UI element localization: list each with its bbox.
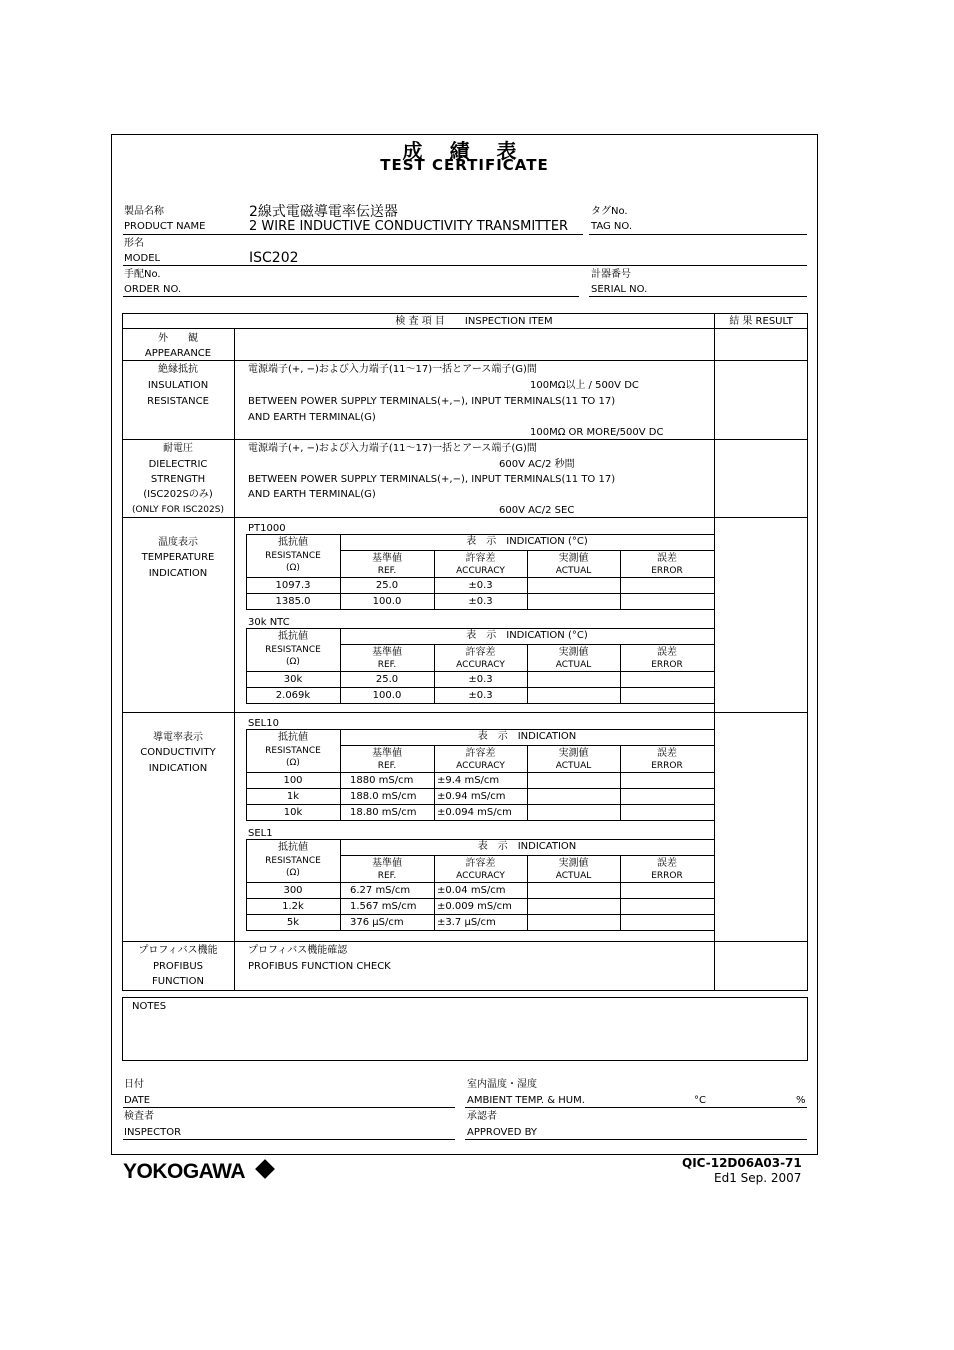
table-row-accuracy: ±0.04 mS/cm — [437, 885, 506, 896]
resistance-label-en: RESISTANCE — [265, 551, 321, 561]
temperature-label-jp: 温度表示 — [158, 537, 198, 548]
indication-label: 表 示 INDICATION — [477, 731, 577, 742]
dielectric-line2: 600V AC/2 秒間 — [499, 459, 575, 470]
tag-underline — [589, 234, 807, 235]
inspector-underline — [123, 1139, 455, 1140]
err-label-en: ERROR — [651, 660, 683, 670]
dielectric-label-jp: 耐電圧 — [163, 443, 193, 454]
profibus-label-en1: PROFIBUS — [152, 961, 204, 972]
ref-label-en: REF. — [377, 566, 397, 576]
acc-label-jp: 許容差 — [465, 647, 496, 658]
table-row-accuracy: ±0.3 — [468, 596, 493, 607]
insulation-line1: 電源端子(+, −)および入力端子(11〜17)一括とアース端子(G)間 — [248, 364, 537, 375]
err-label-jp: 誤差 — [657, 858, 677, 869]
dielectric-label-en1: DIELECTRIC — [148, 459, 208, 470]
profibus-label-en2: FUNCTION — [152, 976, 204, 987]
approved-label-jp: 承認者 — [467, 1111, 497, 1122]
act-label-jp: 実測値 — [558, 858, 589, 869]
temp-unit: °C — [694, 1095, 706, 1106]
act-label-jp: 実測値 — [558, 748, 589, 759]
row-line — [246, 914, 714, 915]
err-label-jp: 誤差 — [657, 647, 677, 658]
table-row-ref: 100.0 — [372, 596, 402, 607]
temperature-1-name: 30k NTC — [248, 617, 290, 628]
row-line — [246, 593, 714, 594]
table-row-accuracy: ±0.94 mS/cm — [437, 791, 506, 802]
dielectric-line5: 600V AC/2 SEC — [499, 505, 575, 516]
row-separator — [122, 712, 808, 713]
table-row-accuracy: ±9.4 mS/cm — [437, 775, 500, 786]
act-label-en: ACTUAL — [555, 871, 592, 881]
product-name-label-en: PRODUCT NAME — [124, 221, 206, 232]
header-split — [340, 644, 714, 645]
insulation-line2: 100MΩ以上 / 500V DC — [530, 380, 639, 391]
acc-label-en: ACCURACY — [456, 660, 505, 670]
model-value: ISC202 — [249, 250, 299, 266]
result-header: 結 果 RESULT — [729, 316, 793, 327]
table-row-resistance: 100 — [283, 775, 303, 786]
conductivity-0-name: SEL10 — [248, 718, 279, 729]
date-underline — [123, 1107, 455, 1108]
table-row-ref: 376 μS/cm — [350, 917, 404, 928]
table-row-resistance: 300 — [283, 885, 303, 896]
tag-label-en: TAG NO. — [591, 221, 633, 232]
dielectric-label-en3: (ISC202Sのみ) — [143, 489, 213, 500]
header-split — [340, 745, 714, 746]
table-row-ref: 188.0 mS/cm — [350, 791, 417, 802]
model-underline — [123, 265, 807, 266]
row-separator — [122, 439, 808, 440]
serial-label-jp: 計器番号 — [591, 269, 631, 280]
table-header-line — [122, 328, 808, 329]
indication-label: 表 示 INDICATION — [477, 841, 577, 852]
conductivity-label-en1: CONDUCTIVITY — [140, 747, 216, 758]
ambient-underline — [465, 1107, 807, 1108]
temperature-label-en2: INDICATION — [148, 568, 208, 579]
act-label-jp: 実測値 — [558, 553, 589, 564]
resistance-unit: (Ω) — [286, 657, 300, 667]
err-label-en: ERROR — [651, 566, 683, 576]
table-row-resistance: 2.069k — [275, 690, 311, 701]
notes-label: NOTES — [132, 1001, 167, 1012]
resistance-unit: (Ω) — [286, 868, 300, 878]
table-row-ref: 25.0 — [375, 674, 399, 685]
resistance-label-jp: 抵抗値 — [278, 732, 308, 743]
err-label-jp: 誤差 — [657, 553, 677, 564]
product-value-en: 2 WIRE INDUCTIVE CONDUCTIVITY TRANSMITTER — [249, 219, 569, 234]
err-label-en: ERROR — [651, 761, 683, 771]
table-row-accuracy: ±0.009 mS/cm — [437, 901, 512, 912]
resistance-label-jp: 抵抗値 — [278, 537, 308, 548]
ref-label-jp: 基準値 — [372, 647, 402, 658]
dielectric-line3: BETWEEN POWER SUPPLY TERMINALS(+,−), INPUT TERMINALS(11 TO 17) — [248, 474, 616, 485]
insulation-label-en1: INSULATION — [147, 380, 209, 391]
yokogawa-logo: YOKOGAWA — [123, 1160, 246, 1183]
table-row-resistance: 1385.0 — [275, 596, 311, 607]
ref-label-en: REF. — [377, 660, 397, 670]
insulation-label-jp: 絶縁抵抗 — [158, 364, 198, 375]
dielectric-label-en4: (ONLY FOR ISC202S) — [132, 505, 224, 515]
insulation-label-en2: RESISTANCE — [147, 396, 209, 407]
ref-label-jp: 基準値 — [372, 553, 402, 564]
conductivity-1-name: SEL1 — [248, 828, 273, 839]
profibus-line2: PROFIBUS FUNCTION CHECK — [248, 961, 391, 972]
row-separator — [122, 941, 808, 942]
ref-label-jp: 基準値 — [372, 858, 402, 869]
table-row-resistance: 5k — [286, 917, 300, 928]
table-row-ref: 6.27 mS/cm — [350, 885, 411, 896]
acc-label-jp: 許容差 — [465, 748, 496, 759]
ambient-label-jp: 室内温度・湿度 — [467, 1079, 537, 1090]
header-split — [340, 550, 714, 551]
dielectric-line4: AND EARTH TERMINAL(G) — [248, 489, 376, 500]
humidity-unit: % — [796, 1095, 806, 1106]
header-split — [340, 855, 714, 856]
resistance-label-jp: 抵抗値 — [278, 842, 308, 853]
act-label-jp: 実測値 — [558, 647, 589, 658]
acc-label-jp: 許容差 — [465, 858, 496, 869]
resistance-label-en: RESISTANCE — [265, 746, 321, 756]
date-label-en: DATE — [124, 1095, 151, 1106]
notes-box — [122, 997, 808, 1061]
appearance-label-jp: 外 観 — [158, 333, 198, 344]
serial-label-en: SERIAL NO. — [591, 284, 648, 295]
insulation-line3: BETWEEN POWER SUPPLY TERMINALS(+,−), INPUT TERMINALS(11 TO 17) — [248, 396, 616, 407]
diamond-icon — [255, 1159, 275, 1179]
product-name-label-jp: 製品名称 — [124, 206, 164, 217]
resistance-label-jp: 抵抗値 — [278, 631, 308, 642]
table-row-resistance: 1097.3 — [275, 580, 311, 591]
conductivity-label-en2: INDICATION — [148, 763, 208, 774]
table-row-accuracy: ±0.3 — [468, 674, 493, 685]
resistance-unit: (Ω) — [286, 758, 300, 768]
ref-label-en: REF. — [377, 761, 397, 771]
model-label-jp: 形名 — [124, 238, 144, 249]
row-separator — [122, 517, 808, 518]
act-label-en: ACTUAL — [555, 761, 592, 771]
tag-label-jp: タグNo. — [591, 206, 628, 217]
doc-number: QIC-12D06A03-71 — [682, 1156, 802, 1170]
approved-underline — [465, 1139, 807, 1140]
title-english: TEST CERTIFICATE — [380, 156, 549, 174]
profibus-label-jp: プロフィバス機能 — [138, 945, 218, 956]
dielectric-line1: 電源端子(+, −)および入力端子(11〜17)一括とアース端子(G)間 — [248, 443, 537, 454]
order-label-jp: 手配No. — [124, 269, 161, 280]
act-label-en: ACTUAL — [555, 566, 592, 576]
row-line — [246, 687, 714, 688]
acc-label-en: ACCURACY — [456, 871, 505, 881]
table-row-ref: 100.0 — [372, 690, 402, 701]
ref-label-en: REF. — [377, 871, 397, 881]
model-label-en: MODEL — [124, 253, 161, 264]
product-name-underline — [123, 234, 583, 235]
title-japanese: 成 績 表 — [402, 139, 527, 163]
err-label-en: ERROR — [651, 871, 683, 881]
conductivity-label-jp: 導電率表示 — [153, 732, 203, 743]
ambient-label-en: AMBIENT TEMP. & HUM. — [467, 1095, 585, 1106]
resistance-label-en: RESISTANCE — [265, 645, 321, 655]
serial-underline — [589, 296, 807, 297]
acc-label-en: ACCURACY — [456, 566, 505, 576]
row-line — [246, 898, 714, 899]
appearance-label-en: APPEARANCE — [144, 348, 212, 359]
table-row-resistance: 30k — [283, 674, 303, 685]
resistance-unit: (Ω) — [286, 563, 300, 573]
table-row-ref: 1880 mS/cm — [350, 775, 414, 786]
row-line — [246, 804, 714, 805]
table-row-resistance: 1.2k — [282, 901, 304, 912]
inspection-item-header: 検 査 項 目 INSPECTION ITEM — [395, 316, 553, 327]
table-row-accuracy: ±0.094 mS/cm — [437, 807, 512, 818]
table-row-resistance: 1k — [286, 791, 300, 802]
inspector-label-jp: 検査者 — [124, 1111, 154, 1122]
order-underline — [123, 296, 579, 297]
date-label-jp: 日付 — [124, 1079, 144, 1090]
table-row-accuracy: ±0.3 — [468, 580, 493, 591]
temperature-label-en1: TEMPERATURE — [141, 552, 215, 563]
act-label-en: ACTUAL — [555, 660, 592, 670]
indication-label: 表 示 INDICATION (°C) — [466, 630, 588, 641]
acc-label-jp: 許容差 — [465, 553, 496, 564]
insulation-line4: AND EARTH TERMINAL(G) — [248, 412, 376, 423]
table-row-accuracy: ±3.7 μS/cm — [437, 917, 496, 928]
edition: Ed1 Sep. 2007 — [714, 1171, 802, 1185]
insulation-line5: 100MΩ OR MORE/500V DC — [530, 427, 664, 438]
ref-label-jp: 基準値 — [372, 748, 402, 759]
approved-label-en: APPROVED BY — [467, 1127, 538, 1138]
acc-label-en: ACCURACY — [456, 761, 505, 771]
table-row-ref: 1.567 mS/cm — [350, 901, 417, 912]
resistance-label-en: RESISTANCE — [265, 856, 321, 866]
indication-label: 表 示 INDICATION (°C) — [466, 536, 588, 547]
table-row-accuracy: ±0.3 — [468, 690, 493, 701]
row-line — [246, 788, 714, 789]
table-row-resistance: 10k — [283, 807, 303, 818]
table-row-ref: 18.80 mS/cm — [350, 807, 417, 818]
dielectric-label-en2: STRENGTH — [150, 474, 206, 485]
temperature-0-name: PT1000 — [248, 523, 286, 534]
row-separator — [122, 360, 808, 361]
profibus-line1: プロフィバス機能確認 — [248, 945, 348, 956]
order-label-en: ORDER NO. — [124, 284, 182, 295]
item-column-divider — [234, 329, 235, 991]
product-value-jp: 2線式電磁導電率伝送器 — [249, 204, 398, 220]
err-label-jp: 誤差 — [657, 748, 677, 759]
table-row-ref: 25.0 — [375, 580, 399, 591]
inspector-label-en: INSPECTOR — [124, 1127, 182, 1138]
